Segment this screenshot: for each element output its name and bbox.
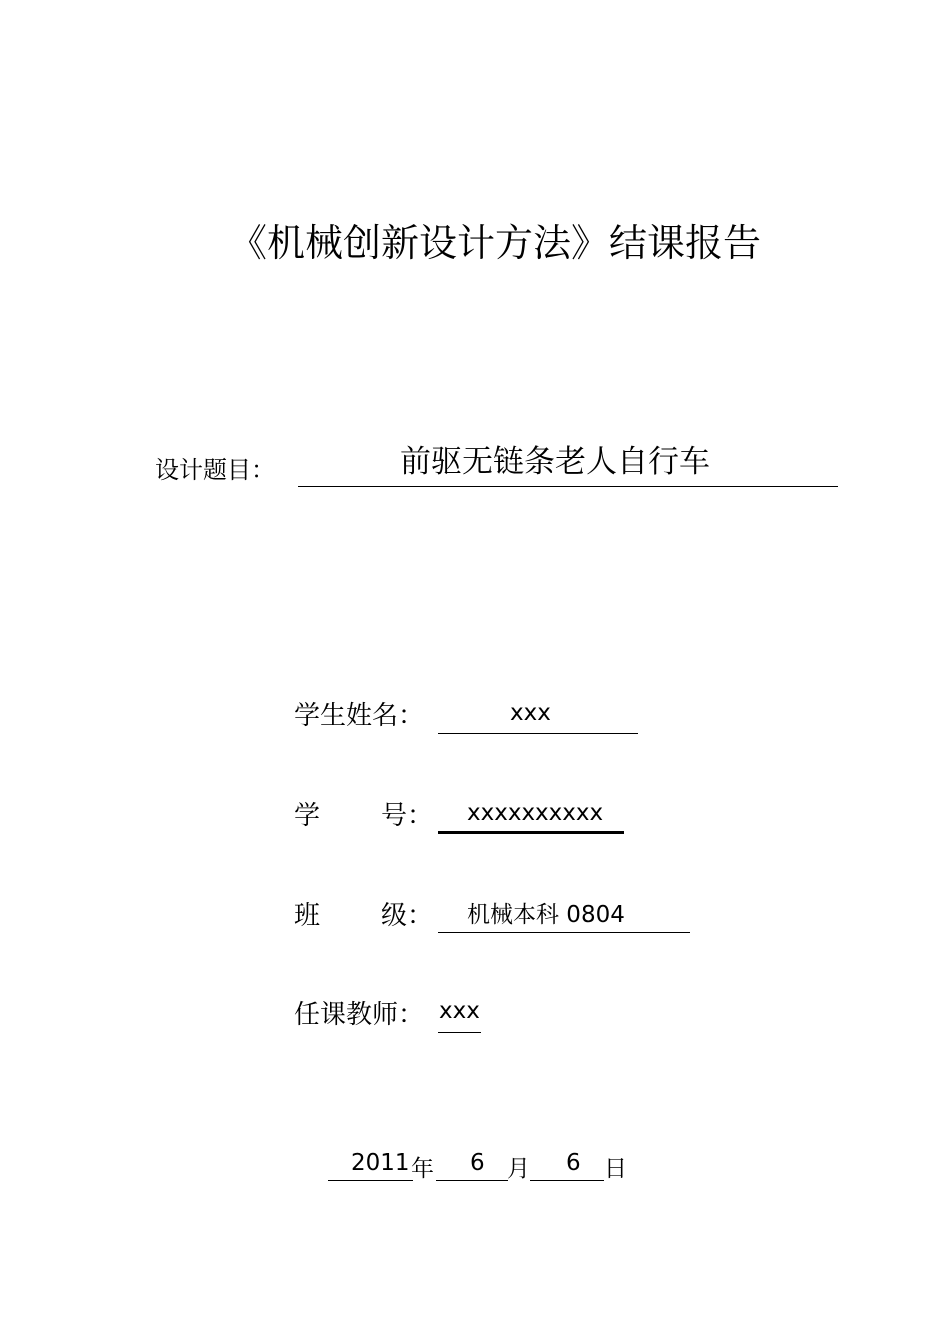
topic-label: 设计题目： (155, 456, 275, 484)
teacher-label: 任课教师： (294, 1000, 425, 1030)
date-year-unit: 年 (411, 1156, 434, 1182)
class-value: 机械本科 0804 (467, 902, 625, 928)
class-label-char2: 级： (381, 901, 434, 931)
date-day: 6 (566, 1150, 581, 1176)
date-month-unit: 月 (507, 1156, 530, 1182)
topic-underline (298, 486, 838, 487)
date-month-underline (436, 1180, 508, 1181)
class-underline (438, 932, 690, 933)
page-title: 《机械创新设计方法》结课报告 (228, 221, 761, 265)
student-name-underline (438, 733, 638, 734)
class-label-char1: 班 (294, 901, 321, 931)
date-month: 6 (470, 1150, 485, 1176)
student-name-value: xxx (510, 700, 551, 726)
teacher-value: xxx (439, 998, 480, 1024)
date-day-underline (530, 1180, 604, 1181)
date-year-underline (328, 1180, 413, 1181)
date-year: 2011 (351, 1150, 410, 1176)
student-id-label-char1: 学 (294, 801, 321, 831)
student-id-label-char2: 号： (381, 801, 434, 831)
teacher-underline (438, 1032, 481, 1033)
topic-value: 前驱无链条老人自行车 (400, 444, 710, 480)
student-name-label: 学生姓名： (294, 701, 425, 731)
student-id-underline (438, 831, 624, 834)
date-day-unit: 日 (604, 1156, 627, 1182)
student-id-value: xxxxxxxxxx (467, 800, 604, 826)
